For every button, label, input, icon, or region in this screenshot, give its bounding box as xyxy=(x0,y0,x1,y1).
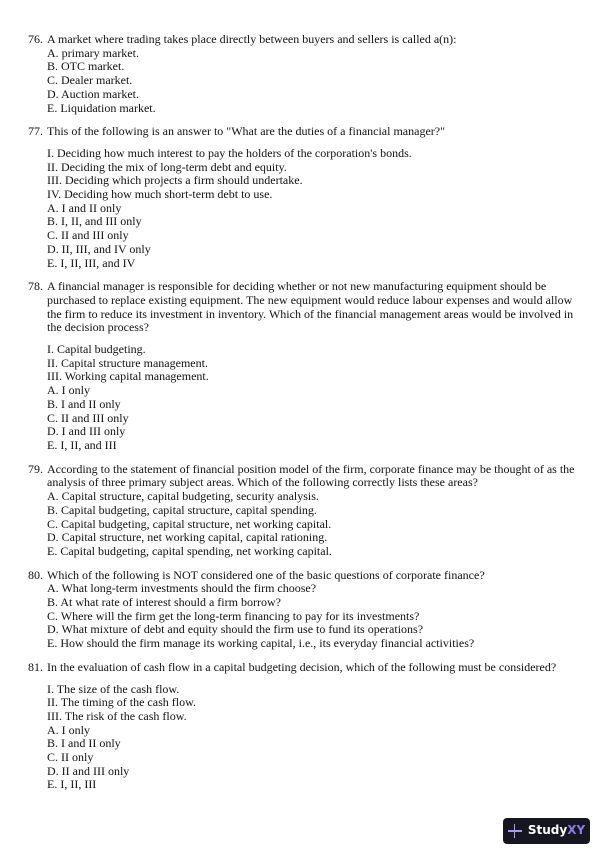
answer-option: D. What mixture of debt and equity should the firm use to fund its operations? xyxy=(47,622,424,637)
answer-option: A. I only xyxy=(47,383,90,398)
option-list xyxy=(47,582,588,651)
answer-option: E. Liquidation market. xyxy=(47,100,156,115)
studyxy-logo xyxy=(503,818,590,844)
answer-option: E. I, II, and III xyxy=(47,437,117,452)
statement: I. The size of the cash flow. xyxy=(47,681,180,696)
statement: III. Deciding which projects a firm should undertake. xyxy=(47,173,303,188)
answer-option: E. Capital budgeting, capital spending, net working capital. xyxy=(47,543,332,558)
answer-option: D. I and III only xyxy=(47,424,126,439)
answer-option: B. I and II only xyxy=(47,736,121,751)
statement: IV. Deciding how much short-term debt to use. xyxy=(47,187,273,202)
answer-option: A. What long-term investments should the firm choose? xyxy=(47,581,317,596)
statement: III. Working capital management. xyxy=(47,369,209,384)
question-number: 80. xyxy=(28,567,43,582)
question-number: 81. xyxy=(28,659,43,674)
answer-option: B. I and II only xyxy=(47,396,121,411)
statement-list xyxy=(47,147,588,202)
logo-text-accent: XY xyxy=(567,823,586,838)
statement: I. Capital budgeting. xyxy=(47,342,146,357)
answer-option: B. I, II, and III only xyxy=(47,214,142,229)
answer-option: E. I, II, III, and IV xyxy=(47,255,136,270)
answer-option: D. Auction market. xyxy=(47,86,139,101)
question-stem: Which of the following is NOT considered one of the basic questions of corporate finance? xyxy=(47,567,485,582)
option-list xyxy=(47,202,588,271)
answer-option: B. Capital budgeting, capital structure, capital spending. xyxy=(47,502,317,517)
answer-option: D. II, III, and IV only xyxy=(47,241,151,256)
question-list xyxy=(28,33,588,802)
question-stem: According to the statement of financial position model of the firm, corporate finance may be thought of as the analysis of three primary subject areas. Which of the following correctly lists these areas? xyxy=(47,461,575,490)
question-stem: In the evaluation of cash flow in a capital budgeting decision, which of the following must be considered? xyxy=(47,659,557,674)
answer-option: C. II and III only xyxy=(47,228,129,243)
answer-option: C. Capital budgeting, capital structure, net working capital. xyxy=(47,516,332,531)
statement: II. The timing of the cash flow. xyxy=(47,695,196,710)
answer-option: E. I, II, III xyxy=(47,777,97,792)
answer-option: C. II and III only xyxy=(47,410,129,425)
statement: I. Deciding how much interest to pay the holders of the corporation's bonds. xyxy=(47,145,412,160)
question-number: 77. xyxy=(28,124,43,139)
question-stem: A market where trading takes place directly between buyers and sellers is called a(n): xyxy=(47,32,457,46)
statement-list xyxy=(47,683,588,724)
question-79 xyxy=(28,463,588,559)
question-number: 78. xyxy=(28,279,43,294)
question-78 xyxy=(28,280,588,452)
answer-option: C. Where will the firm get the long-term financing to pay for its investments? xyxy=(47,608,420,623)
answer-option: A. I only xyxy=(47,722,90,737)
answer-option: E. How should the firm manage its working capital, i.e., its everyday financial activities? xyxy=(47,636,475,651)
answer-option: C. II only xyxy=(47,750,94,765)
statement: II. Deciding the mix of long-term debt and equity. xyxy=(47,159,287,174)
question-80 xyxy=(28,569,588,651)
question-77 xyxy=(28,125,588,270)
option-list xyxy=(47,724,588,793)
statement: II. Capital structure management. xyxy=(47,355,208,370)
statement: III. The risk of the cash flow. xyxy=(47,708,187,723)
statement-list xyxy=(47,343,588,384)
plus-icon xyxy=(508,824,522,838)
answer-option: A. Capital structure, capital budgeting, security analysis. xyxy=(47,489,319,504)
answer-option: A. primary market. xyxy=(47,45,139,60)
question-number: 79. xyxy=(28,461,43,476)
question-81 xyxy=(28,661,588,792)
answer-option: A. I and II only xyxy=(47,200,122,215)
question-stem: A financial manager is responsible for deciding whether or not new manufacturing equipment should be purchased to replace existing equipment. The new equipment would reduce labour expenses and would allow the firm to reduce its investment in inventory. Which of the financial management areas would be involved in the decision process? xyxy=(47,279,574,335)
option-list xyxy=(47,490,588,559)
answer-option: D. II and III only xyxy=(47,763,130,778)
question-76 xyxy=(28,33,588,115)
option-list xyxy=(47,47,588,116)
question-stem: This of the following is an answer to "What are the duties of a financial manager?" xyxy=(47,124,445,139)
answer-option: B. OTC market. xyxy=(47,59,125,74)
answer-option: D. Capital structure, net working capital, capital rationing. xyxy=(47,530,328,545)
logo-text: Study xyxy=(527,823,568,838)
option-list xyxy=(47,384,588,453)
answer-option: C. Dealer market. xyxy=(47,73,133,88)
question-number: 76. xyxy=(28,32,43,46)
answer-option: B. At what rate of interest should a firm borrow? xyxy=(47,595,281,610)
